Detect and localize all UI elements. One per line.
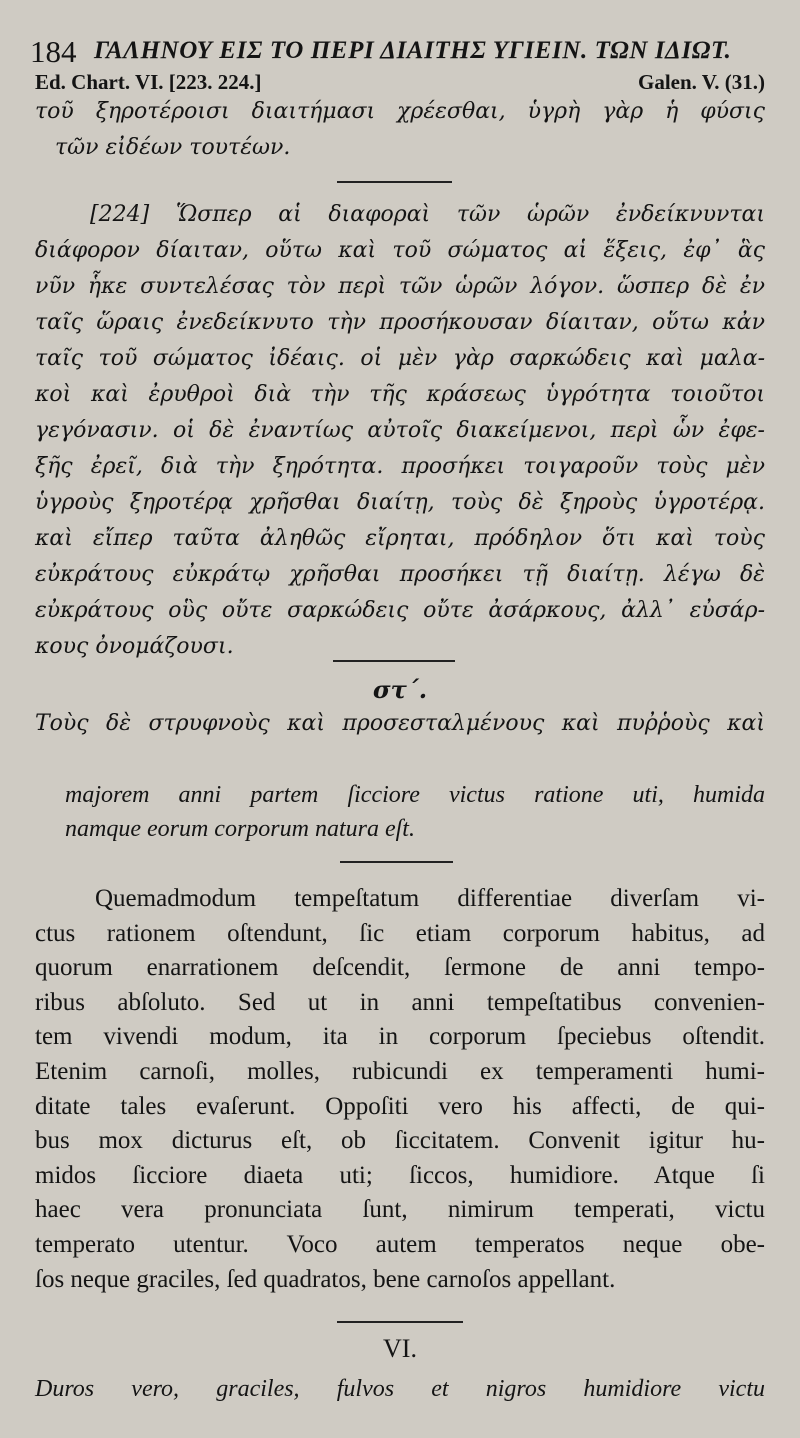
section-divider — [337, 1321, 463, 1323]
section-divider — [337, 181, 452, 183]
text-line: ctus rationem oſtendunt, ſic etiam corporum habitus, ad — [35, 919, 765, 947]
edition-reference-line — [35, 70, 765, 96]
page-number: 184 — [30, 34, 77, 69]
running-title: ΓΑΛΗΝΟΥ ΕΙΣ ΤΟ ΠΕΡΙ ΔΙΑΙΤΗΣ ΥΓΙΕΙΝ. ΤΩΝ ΙΔΙΩΤ. — [94, 37, 732, 64]
text-line: namque eorum corporum natura eſt. — [65, 816, 415, 842]
section-divider — [340, 861, 453, 863]
text-line: Duros vero, graciles, fulvos et nigros humidiore victu — [35, 1376, 765, 1402]
latin-section-number: VI. — [383, 1334, 417, 1363]
section-divider — [333, 660, 455, 662]
text-line: κοὶ καὶ ἐρυθροὶ διὰ τὴν τῆς κράσεως ὑγρότητα τοιοῦτοι — [35, 382, 765, 407]
text-line: ταῖς τοῦ σώματος ἰδέαις. οἱ μὲν γὰρ σαρκώδεις καὶ μαλα- — [35, 346, 765, 371]
latin-commentary — [35, 882, 765, 1297]
edition-reference-right: Galen. V. (31.) — [638, 70, 765, 94]
text-line: ſos neque graciles, ſed quadratos, bene carnoſos appellant. — [35, 1265, 616, 1293]
text-line: quorum enarrationem deſcendit, ſermone de anni tempo- — [35, 954, 765, 982]
text-line: [224] Ὥσπερ αἱ διαφοραὶ τῶν ὡρῶν ἐνδείκνυνται — [90, 202, 765, 227]
text-line: haec vera pronunciata ſunt, nimirum temperati, victu — [35, 1196, 765, 1224]
text-line: Etenim carnoſi, molles, rubicundi ex temperamenti humi- — [35, 1057, 765, 1085]
edition-reference-left: Ed. Chart. VI. [223. 224.] — [35, 70, 262, 94]
text-line: ξῆς ἐρεῖ, διὰ τὴν ξηρότητα. προσήκει τοιγαροῦν τοὺς μὲν — [35, 454, 765, 479]
greek-section-number: στ΄. — [372, 675, 428, 704]
text-line: εὐκράτους οὓς οὔτε σαρκώδεις οὔτε ἀσάρκους, ἀλλ᾿ εὐσάρ- — [35, 598, 765, 623]
text-line: Quemadmodum tempeſtatum differentiae diverſam vi- — [95, 885, 765, 912]
text-line: ribus abſoluto. Sed ut in anni tempeſtatibus convenien- — [35, 988, 765, 1016]
greek-commentary — [35, 197, 765, 665]
text-line: Τοὺς δὲ στρυφνοὺς καὶ προσεσταλμένους καὶ πυῤῥοὺς καὶ — [35, 711, 765, 736]
greek-continuation — [35, 94, 765, 166]
text-line: midos ſicciore diaeta uti; ſiccos, humidiore. Atque ſi — [35, 1161, 765, 1189]
latin-aphorism — [35, 1372, 765, 1406]
text-line: ταῖς ὥραις ἐνεδείκνυτο τὴν προσήκουσαν δίαιταν, οὕτω κἀν — [35, 310, 765, 335]
text-line: νῦν ἧκε συντελέσας τὸν περὶ τῶν ὡρῶν λόγον. ὥσπερ δὲ ἐν — [35, 274, 765, 299]
text-line: γεγόνασιν. οἱ δὲ ἐναντίως αὐτοῖς διακείμενοι, περὶ ὧν ἐφε- — [35, 418, 765, 443]
text-line: tem vivendi modum, ita in corporum ſpeciebus oſtendit. — [35, 1023, 765, 1051]
text-line: τοῦ ξηροτέροισι διαιτήμασι χρέεσθαι, ὑγρὴ γὰρ ἡ φύσις — [35, 99, 765, 124]
latin-aphorism-continuation — [65, 778, 765, 846]
text-line: εὐκράτους εὐκράτῳ χρῆσθαι προσήκει τῇ διαίτῃ. λέγω δὲ — [35, 562, 765, 587]
text-line: καὶ εἴπερ ταῦτα ἀληθῶς εἴρηται, πρόδηλον ὅτι καὶ τοὺς — [35, 526, 765, 551]
text-line: ditate tales evaſerunt. Oppoſiti vero his affecti, de qui- — [35, 1092, 765, 1120]
text-line: bus mox dicturus eſt, ob ſiccitatem. Convenit igitur hu- — [35, 1127, 765, 1155]
text-line: τῶν εἰδέων τουτέων. — [55, 135, 291, 160]
greek-aphorism — [35, 706, 765, 742]
text-line: majorem anni partem ſicciore victus ratione uti, humida — [65, 782, 765, 808]
text-line: διάφορον δίαιταν, οὕτω καὶ τοῦ σώματος αἱ ἕξεις, ἐφ᾿ ἃς — [35, 238, 765, 263]
text-line: κους ὀνομάζουσι. — [35, 634, 234, 659]
running-header — [30, 34, 775, 70]
text-line: ὑγροὺς ξηροτέρᾳ χρῆσθαι διαίτῃ, τοὺς δὲ ξηροὺς ὑγροτέρᾳ. — [35, 490, 765, 515]
text-line: temperato utentur. Voco autem temperatos neque obe- — [35, 1230, 765, 1258]
